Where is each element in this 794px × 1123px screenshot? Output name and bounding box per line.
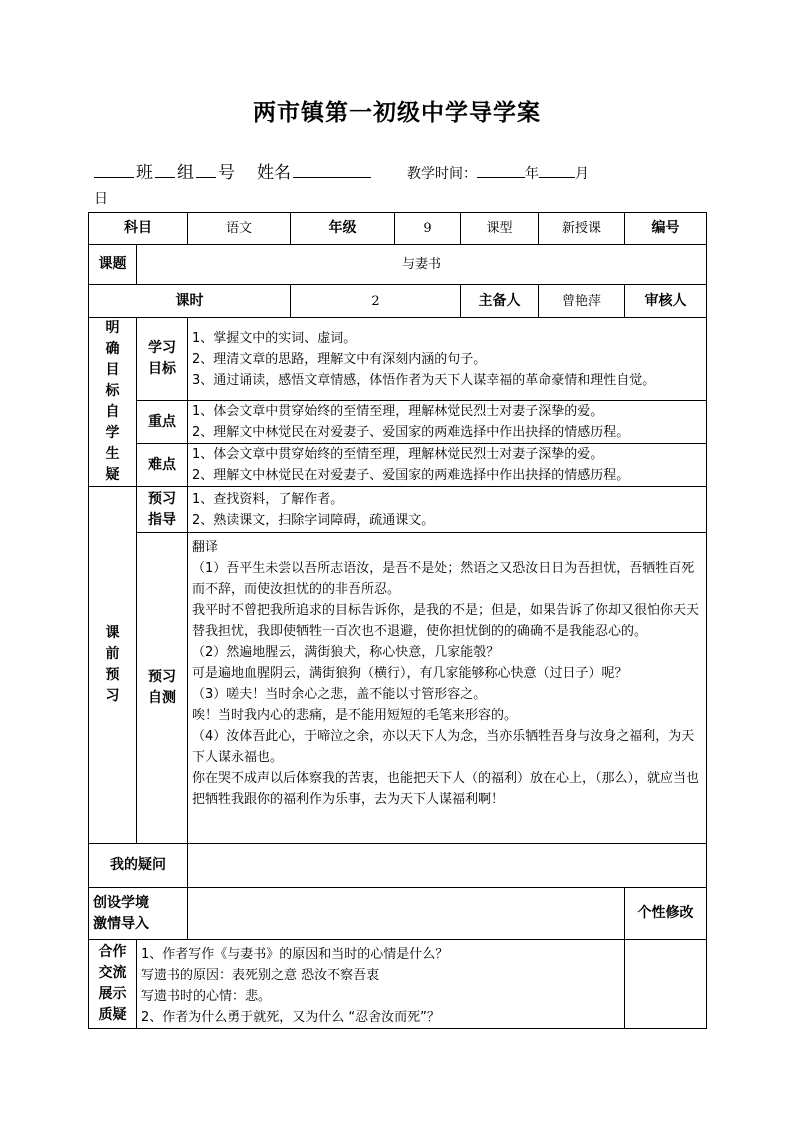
preparer-value: 曾艳萍 (539, 285, 625, 318)
cooperation-content (137, 940, 625, 1029)
number-label: 号 (218, 163, 235, 183)
month-label: 月 (575, 166, 589, 182)
translation-heading: 翻译 (192, 540, 219, 555)
answer-line: 写遗书时的心情：悲。 (141, 989, 272, 1004)
answer-line: 写遗书的原因：表死别之意 恐汝不察吾衷 (141, 968, 380, 983)
list-item: 1、掌握文中的实词、虚词。 (192, 330, 357, 346)
row-cooperation (89, 940, 707, 1029)
teaching-time-label: 教学时间： (407, 166, 477, 182)
year-label: 年 (525, 166, 539, 182)
preview-section-label: 课 前 预 习 (89, 487, 137, 844)
row-my-questions (89, 844, 707, 888)
row-difficulties (89, 444, 707, 487)
name-blank[interactable] (293, 160, 371, 178)
my-questions-label: 我的疑问 (89, 844, 188, 888)
preview-guide-label: 预习 指导 (137, 487, 188, 533)
row-learning-goals (89, 318, 707, 401)
translation-sentence: 我平时不曾把我所追求的目标告诉你，是我的不是；但是，如果告诉了你却又很怕你天天替我担忧，我即使牺牲一百次也不退避，使你担忧倒的的确确不是我能忍心的。 (192, 603, 700, 639)
list-item: 1、体会文章中贯穿始终的至情至理，理解林觉民烈士对妻子深挚的爱。 (192, 447, 604, 462)
row-topic (89, 245, 707, 285)
source-sentence: （1）吾平生未尝以吾所志语汝，是吾不是处；然语之又恐汝日日为吾担忧，吾牺牲百死而不辞，而使汝担忧的的非吾所忍。 (192, 561, 695, 597)
difficulties-label: 难点 (137, 444, 188, 487)
row-hours (89, 285, 707, 318)
row-intro (89, 888, 707, 940)
row-preview-guide (89, 487, 707, 533)
preview-test-content (188, 533, 707, 844)
year-blank[interactable] (477, 160, 525, 178)
row-subject (89, 213, 707, 245)
list-item: 1、体会文章中贯穿始终的至情至理，理解林觉民烈士对妻子深挚的爱。 (192, 404, 604, 419)
list-item: 2、理清文章的思路，理解文中有深刻内涵的句子。 (192, 351, 487, 367)
translation-sentence: 你在哭不成声以后体察我的苦衷，也能把天下人（的福利）放在心上，（那么），就应当也把牺牲我跟你的福利作为乐事，去为天下人谋福利啊！ (192, 771, 700, 807)
cooperation-label: 合作 交流 展示 质疑 (89, 940, 137, 1029)
list-item: 2、熟读课文，扫除字词障碍，疏通课文。 (192, 512, 435, 528)
personal-revision-field[interactable] (625, 940, 707, 1029)
source-sentence: （4）汝体吾此心，于啼泣之余，亦以天下人为念，当亦乐牺牲吾身与汝身之福利，为天下人谋永福也。 (192, 729, 695, 765)
list-item: 2、理解文中林觉民在对爱妻子、爱国家的两难选择中作出抉择的情感历程。 (192, 468, 630, 483)
number-blank[interactable] (196, 160, 216, 178)
day-label: 日 (94, 191, 108, 207)
learning-goals-content (188, 318, 707, 401)
goals-section-label: 明 确 目 标 自 学 生 疑 (89, 318, 137, 487)
list-item: 2、理解文中林觉民在对爱妻子、爱国家的两难选择中作出抉择的情感历程。 (192, 425, 630, 440)
month-blank[interactable] (539, 160, 575, 178)
lesson-plan-table (88, 212, 707, 1029)
class-hours-label: 课时 (89, 285, 291, 318)
subject-label: 科目 (89, 213, 188, 245)
group-blank[interactable] (155, 160, 175, 178)
translation-sentence: 唉！当时我内心的悲痛，是不能用短短的毛笔来形容的。 (192, 708, 518, 723)
student-info-line (94, 160, 589, 185)
source-sentence: （3）嗟夫！当时余心之悲，盖不能以寸管形容之。 (192, 687, 487, 702)
list-item: 1、查找资料，了解作者。 (192, 491, 344, 507)
row-key-points (89, 401, 707, 444)
topic-value: 与妻书 (137, 245, 707, 285)
class-hours-value: 2 (291, 285, 461, 318)
class-label: 班 (136, 163, 153, 183)
intro-label: 创设学境 激情导入 (89, 888, 188, 940)
difficulties-content (188, 444, 707, 487)
source-sentence: （2）然遍地腥云，满街狼犬，称心快意，几家能彀？ (192, 645, 500, 660)
question-line: 2、作者为什么勇于就死，又为什么 “忍舍汝而死”？ (141, 1010, 440, 1025)
preview-guide-content (188, 487, 707, 533)
serial-number-label: 编号 (625, 213, 707, 245)
reviewer-label: 审核人 (625, 285, 707, 318)
personal-revision-label: 个性修改 (625, 888, 707, 940)
key-points-label: 重点 (137, 401, 188, 444)
subject-value: 语文 (188, 213, 291, 245)
name-label: 姓名 (257, 163, 291, 183)
row-preview-test (89, 533, 707, 844)
topic-label: 课题 (89, 245, 137, 285)
preparer-label: 主备人 (461, 285, 539, 318)
translation-sentence: 可是遍地血腥阴云，满街狼狗（横行），有几家能够称心快意（过日子）呢？ (192, 666, 628, 681)
document-title: 两市镇第一初级中学导学案 (253, 99, 541, 126)
intro-field[interactable] (188, 888, 625, 940)
lesson-type-value: 新授课 (539, 213, 625, 245)
preview-test-label: 预习 自测 (137, 533, 188, 844)
group-label: 组 (177, 163, 194, 183)
lesson-type-label: 课型 (461, 213, 539, 245)
list-item: 3、通过诵读，感悟文章情感，体悟作者为天下人谋幸福的革命豪情和理性自觉。 (192, 372, 656, 388)
grade-label: 年级 (291, 213, 395, 245)
grade-value: 9 (395, 213, 461, 245)
key-points-content (188, 401, 707, 444)
question-line: 1、作者写作《与妻书》的原因和当时的心情是什么？ (141, 947, 449, 962)
class-blank[interactable] (94, 160, 134, 178)
learning-goals-label: 学习 目标 (137, 318, 188, 401)
my-questions-field[interactable] (188, 844, 707, 888)
